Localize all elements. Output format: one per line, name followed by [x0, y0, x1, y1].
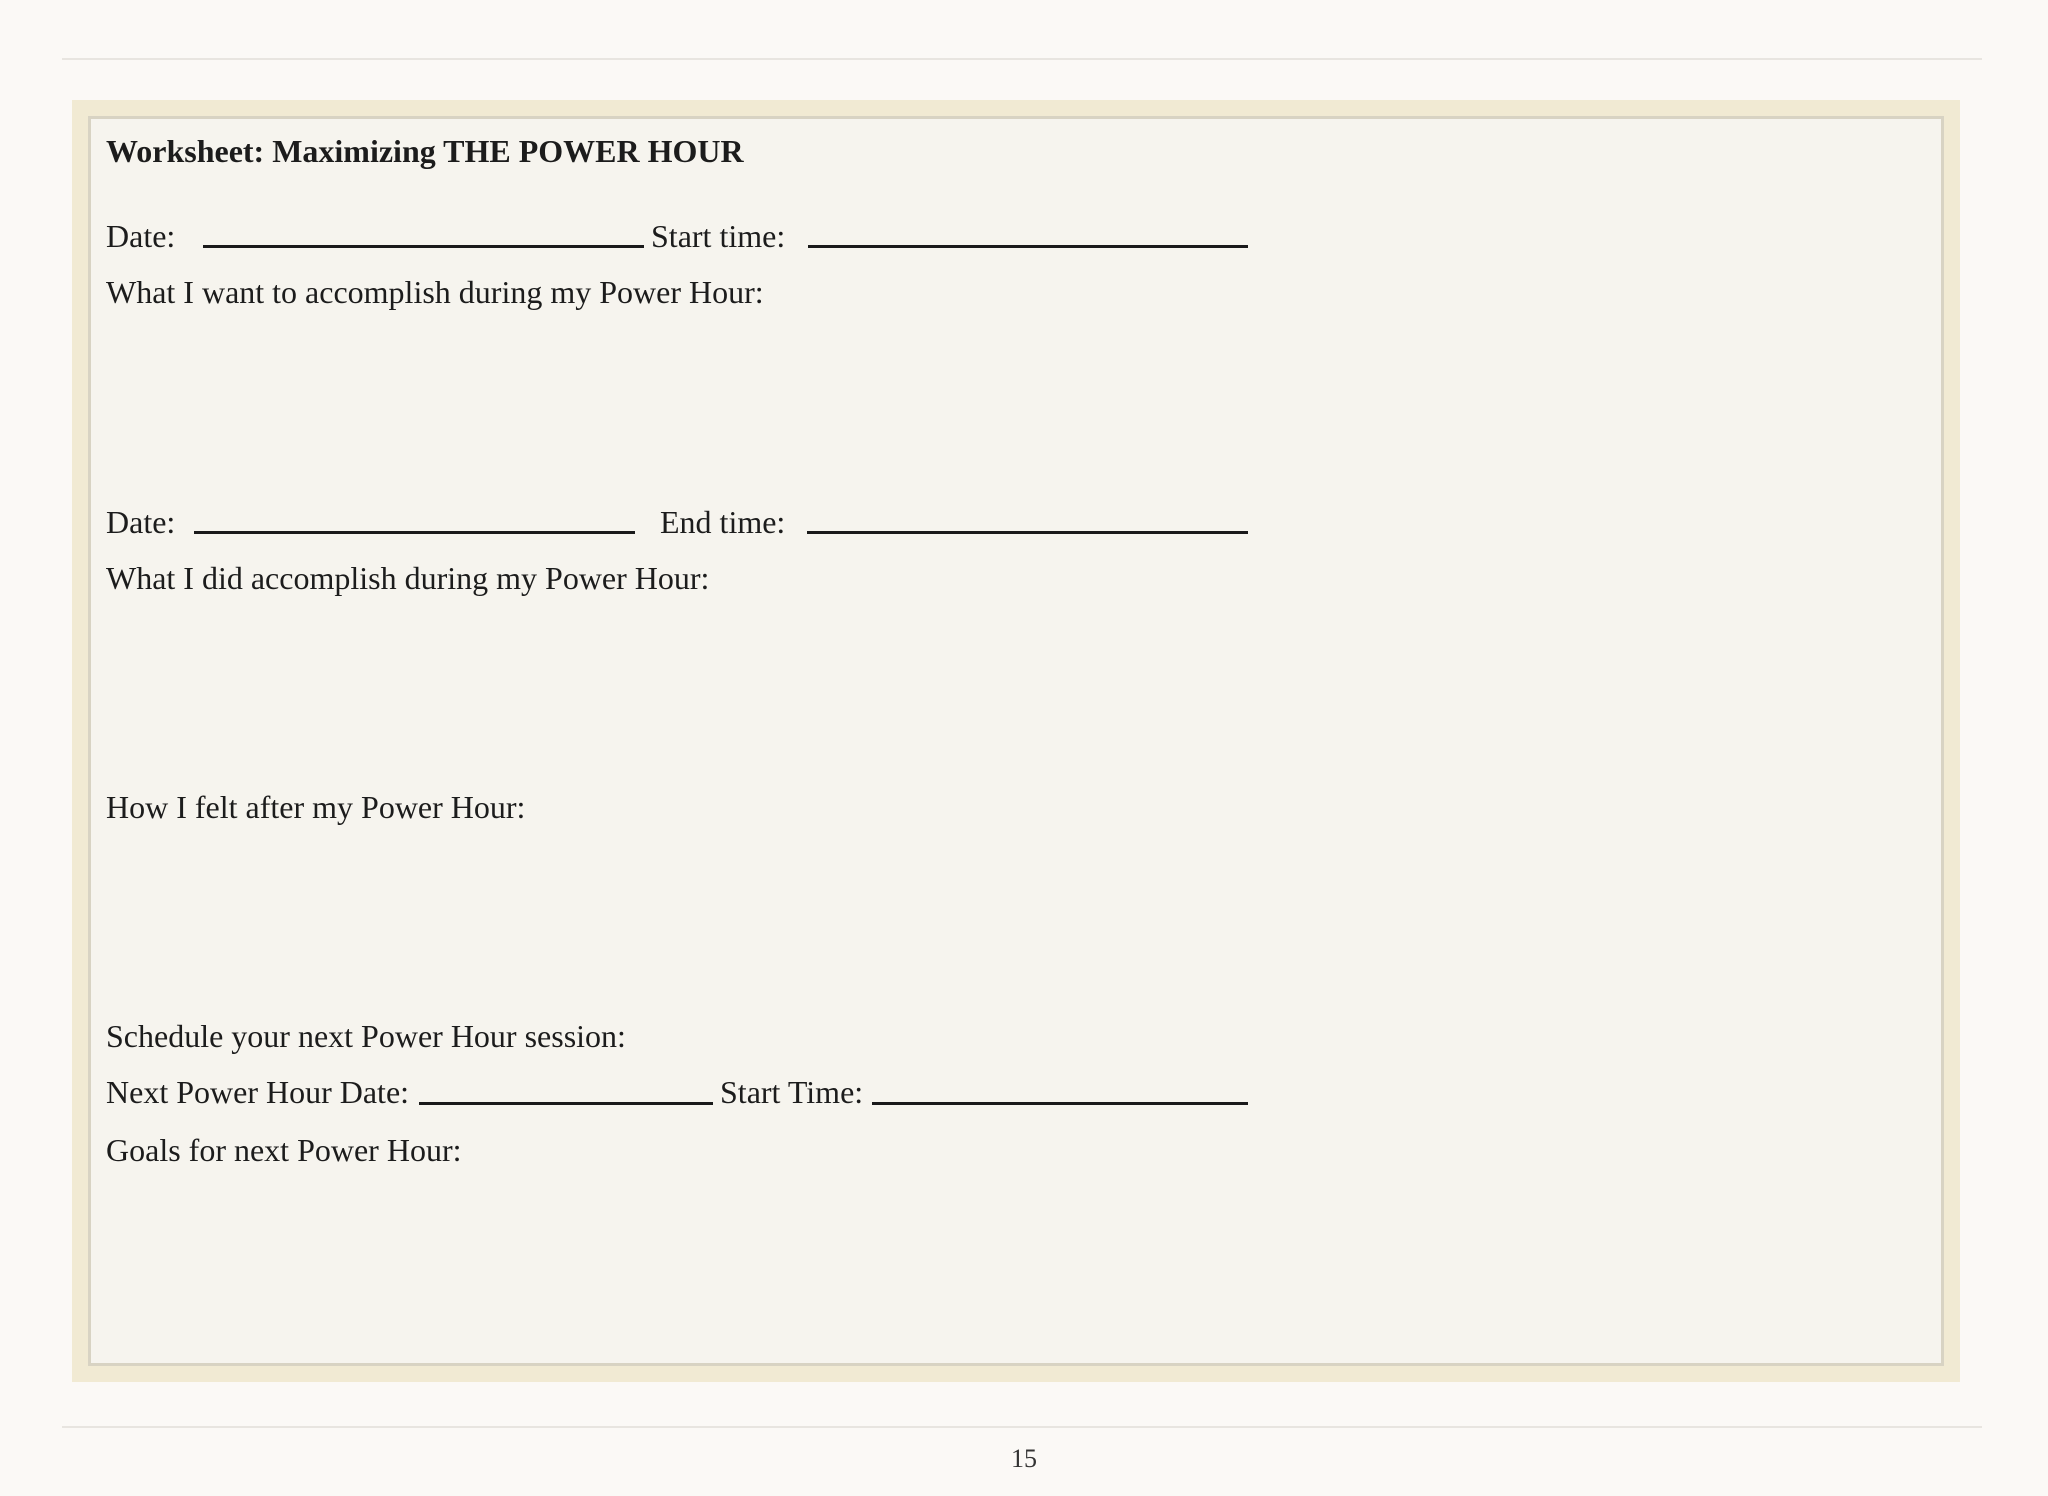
- start-time-label: Start time:: [651, 218, 786, 254]
- end-date-label: Date:: [106, 504, 176, 540]
- header-divider: [62, 58, 1982, 60]
- felt-label: How I felt after my Power Hour:: [106, 789, 526, 825]
- start-date-field[interactable]: [203, 245, 644, 248]
- did-accomplish-label: What I did accomplish during my Power Hour:: [106, 560, 710, 596]
- schedule-label: Schedule your next Power Hour session:: [106, 1018, 626, 1054]
- felt-area[interactable]: [106, 835, 1256, 995]
- end-time-label: End time:: [660, 504, 786, 540]
- worksheet-title: Worksheet: Maximizing THE POWER HOUR: [106, 133, 744, 169]
- next-date-label: Next Power Hour Date:: [106, 1074, 410, 1110]
- did-accomplish-area[interactable]: [106, 606, 1256, 766]
- next-date-field[interactable]: [419, 1102, 713, 1105]
- goals-area[interactable]: [106, 1178, 1256, 1338]
- end-date-field[interactable]: [194, 531, 635, 534]
- footer-divider: [62, 1426, 1982, 1428]
- goals-label: Goals for next Power Hour:: [106, 1132, 462, 1168]
- want-accomplish-area[interactable]: [106, 320, 1256, 480]
- next-time-label: Start Time:: [720, 1074, 864, 1110]
- page-number: 15: [1011, 1444, 1037, 1473]
- end-time-field[interactable]: [807, 531, 1248, 534]
- want-accomplish-label: What I want to accomplish during my Power Hour:: [106, 274, 764, 310]
- next-time-field[interactable]: [872, 1102, 1248, 1105]
- start-time-field[interactable]: [808, 245, 1248, 248]
- start-date-label: Date:: [106, 218, 176, 254]
